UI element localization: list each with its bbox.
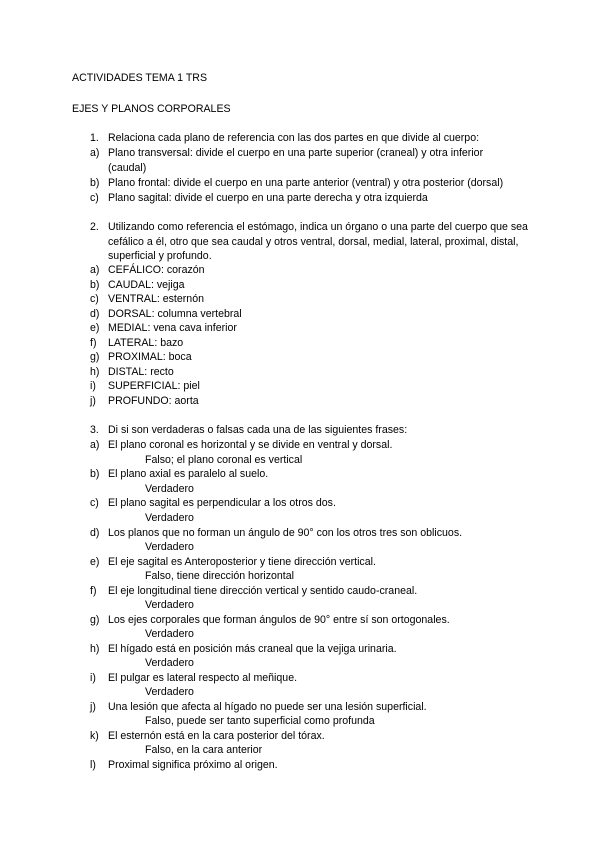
question-number: 3. [90, 424, 99, 436]
item-marker: e) [90, 322, 100, 334]
statement: Los ejes corporales que forman ángulos de 90° entre sí son ortogonales. [108, 614, 450, 626]
answer: Verdadero [145, 483, 194, 495]
answer: Falso, tiene dirección horizontal [145, 570, 294, 582]
answer: Falso, en la cara anterior [145, 744, 263, 756]
statement: El hígado está en posición más craneal que la vejiga urinaria. [108, 643, 397, 655]
item-marker: f) [90, 585, 97, 597]
list-item: VENTRAL: esternón [108, 293, 204, 305]
section-heading: EJES Y PLANOS CORPORALES [72, 103, 231, 115]
answer: Verdadero [145, 657, 194, 669]
item-marker: a) [90, 439, 100, 451]
list-item: Plano transversal: divide el cuerpo en una parte superior (craneal) y otra inferior (caudal) [108, 147, 484, 174]
statement: El plano sagital es perpendicular a los otros dos. [108, 497, 336, 509]
answer: Verdadero [145, 541, 194, 553]
answer: Falso, puede ser tanto superficial como profunda [145, 715, 375, 727]
list-item: PROFUNDO: aorta [108, 395, 199, 407]
list-item: Plano frontal: divide el cuerpo en una parte anterior (ventral) y otra posterior (dorsal) [108, 177, 504, 189]
list-item: DISTAL: recto [108, 366, 174, 378]
item-marker: a) [90, 264, 100, 276]
question-number: 2. [90, 221, 99, 233]
list-item: DORSAL: columna vertebral [108, 308, 242, 320]
item-marker: b) [90, 177, 100, 189]
item-marker: i) [90, 672, 96, 684]
question-number: 1. [90, 132, 99, 144]
list-item: CEFÁLICO: corazón [108, 264, 205, 276]
statement: El eje sagital es Anteroposterior y tiene dirección vertical. [108, 556, 376, 568]
list-item: PROXIMAL: boca [108, 351, 192, 363]
answer: Verdadero [145, 512, 194, 524]
item-marker: c) [90, 497, 99, 509]
list-item: CAUDAL: vejiga [108, 279, 185, 291]
item-marker: g) [90, 351, 100, 363]
list-item: Plano sagital: divide el cuerpo en una parte derecha y otra izquierda [108, 192, 428, 204]
item-marker: j) [90, 701, 96, 713]
question-text: Relaciona cada plano de referencia con las dos partes en que divide al cuerpo: [108, 132, 480, 144]
item-marker: c) [90, 192, 99, 204]
list-item: LATERAL: bazo [108, 337, 184, 349]
answer: Verdadero [145, 599, 194, 611]
item-marker: b) [90, 279, 100, 291]
answer: Verdadero [145, 686, 194, 698]
list-item: SUPERFICIAL: piel [108, 380, 200, 392]
question-text: Di si son verdaderas o falsas cada una de las siguientes frases: [108, 424, 408, 436]
question-text: Utilizando como referencia el estómago, indica un órgano o una parte del cuerpo que sea cefálico a él, otro que sea caudal y otros ventral, dorsal, medial, lateral, proximal, distal, superficial y profundo. [108, 221, 528, 263]
item-marker: h) [90, 366, 100, 378]
statement: El eje longitudinal tiene dirección vertical y sentido caudo-craneal. [108, 585, 418, 597]
item-marker: j) [90, 395, 96, 407]
statement: El esternón está en la cara posterior del tórax. [108, 730, 325, 742]
item-marker: d) [90, 527, 100, 539]
item-marker: f) [90, 337, 97, 349]
item-marker: e) [90, 556, 100, 568]
item-marker: a) [90, 147, 100, 159]
item-marker: k) [90, 730, 99, 742]
answer: Falso; el plano coronal es vertical [145, 454, 303, 466]
list-item: MEDIAL: vena cava inferior [108, 322, 237, 334]
item-marker: b) [90, 468, 100, 480]
statement: Los planos que no forman un ángulo de 90° con los otros tres son oblicuos. [108, 527, 463, 539]
statement: El pulgar es lateral respecto al meñique. [108, 672, 298, 684]
item-marker: d) [90, 308, 100, 320]
item-marker: l) [90, 759, 96, 771]
statement: Una lesión que afecta al hígado no puede ser una lesión superficial. [108, 701, 427, 713]
item-marker: c) [90, 293, 99, 305]
item-marker: i) [90, 380, 96, 392]
statement: El plano coronal es horizontal y se divide en ventral y dorsal. [108, 439, 393, 451]
answer: Verdadero [145, 628, 194, 640]
item-marker: g) [90, 614, 100, 626]
item-marker: h) [90, 643, 100, 655]
statement: El plano axial es paralelo al suelo. [108, 468, 269, 480]
statement: Proximal significa próximo al origen. [108, 759, 278, 771]
document-title: ACTIVIDADES TEMA 1 TRS [72, 72, 208, 84]
